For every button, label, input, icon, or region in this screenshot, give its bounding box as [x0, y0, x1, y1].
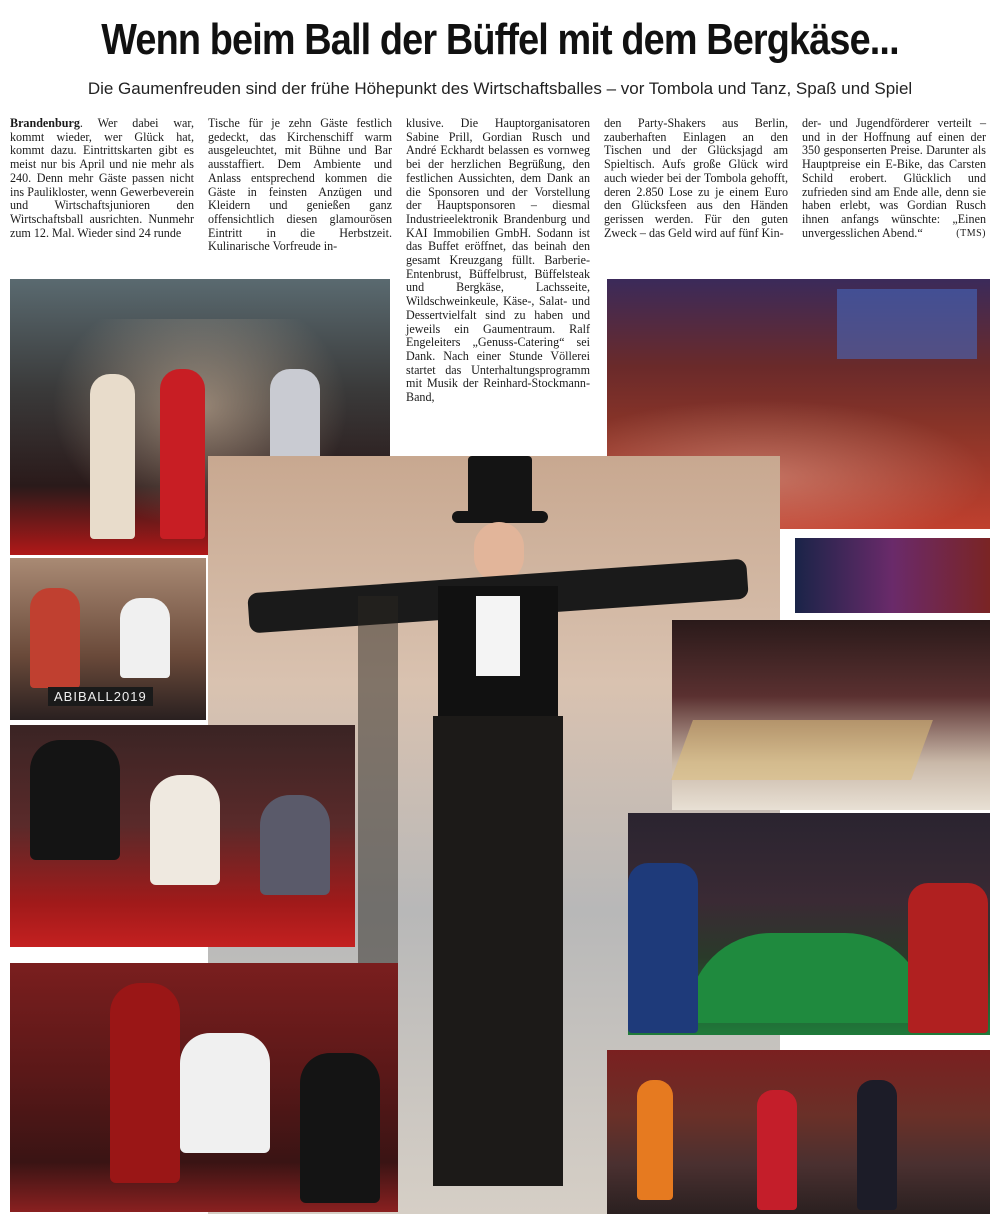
- column-2-text: Tische für je zehn Gäste festlich gedeckt, das Kirchenschiff warm ausgeleuchtet, mit Bühne und Bar ausstaffiert. Dem Ambiente und Anlass entsprechend kommen die Gäste in feinsten Anzügen und Kleidern und genießen ganz offensichtlich diesen glamourösen Eintritt in die Herbstzeit. Kulinarische Vorfreude in-: [208, 116, 392, 254]
- article-column-1: [10, 117, 194, 273]
- article-body: [10, 116, 990, 405]
- article-column-5: [802, 117, 986, 273]
- author-credit: (TMS): [956, 227, 986, 239]
- column-5-text: der- und Jugendförderer verteilt – und in der Hoffnung auf einen der 350 gesponserten Preise. Darunter als Hauptpreise ein E-Bike, das Carsten Schild erobert. Glücklich und zufrieden sind am Ende alle, denn sie haben erlebt, was Gordian Rusch ihnen anfangs wünschte: „Einen unvergesslichen Abend.“: [802, 116, 986, 240]
- headline: Wenn beim Ball der Büffel mit dem Bergkäse...: [101, 15, 899, 64]
- column-1-text: . Wer dabei war, kommt wieder, wer Glück hat, kommt dazu. Eintrittskarten gibt es meist nur bis April und nie mehr als 240. Denn mehr Gäste passen nicht ins Paulikloster, wenn Gewerbeverein und Wirtschaftsjunioren den Wirtschaftsball ausrichten. Nunmehr zum 12. Mal. Wieder sind 24 runde: [10, 116, 194, 240]
- photo-magician-table: [10, 725, 355, 947]
- photo-stage-couples: [795, 538, 990, 613]
- article-column-2: [208, 117, 392, 273]
- column-3-text: klusive. Die Hauptorganisatoren Sabine Prill, Gordian Rusch und André Eckhardt belassen es vornweg bei der herzlichen Begrüßung, den festlichen Aussichten, dem Dank an die Sponsoren und der Vorstellung der Hauptsponsoren – diesmal Industrieelektronik Brandenburg und KAI Immobilien GmbH. Sodann ist das Buffet eröffnet, das beinah den gesamt Kreuzgang füllt. Barberie-Entenbrust, Büffelbrust, Büffelsteak und Bergkäse, Lachsseite, Wildschweinkeule, Käse-, Salat- und Dessertvielfalt sind zu haben und jeweils ein Gaumentraum. Ralf Engeleiters „Genuss-Catering“ sei Dank. Nach einer Stunde Völlerei startet das Unterhaltungsprogramm mit Musik der Reinhard-Stockmann-Band,: [406, 116, 590, 405]
- column-4-text: den Party-Shakers aus Berlin, zauberhaften Einlagen an den Tischen und der Glücksjagd am Spieltisch. Aufs große Glück wird auch wieder bei der Tombola gehofft, deren 2.850 Lose zu je einem Euro den Glücksfeen aus den Händen gerissen werden. Für den guten Zweck – das Geld wird auf fünf Kin-: [604, 116, 788, 240]
- photo-casino-table: [628, 813, 990, 1035]
- dateline: Brandenburg: [10, 116, 80, 130]
- photo-abiball: [10, 558, 206, 720]
- subheadline: Die Gaumenfreuden sind der frühe Höhepunkt des Wirtschaftsballes – vor Tombola und Tanz, Spaß und Spiel: [87, 79, 913, 98]
- article-column-3: [406, 116, 590, 405]
- photo-tombola-queens: [10, 963, 398, 1212]
- photo-dance-floor: [607, 1050, 990, 1214]
- article-column-4: [604, 117, 788, 273]
- photo-buffet: [672, 620, 990, 810]
- abiball-sign: ABIBALL2019: [48, 687, 153, 706]
